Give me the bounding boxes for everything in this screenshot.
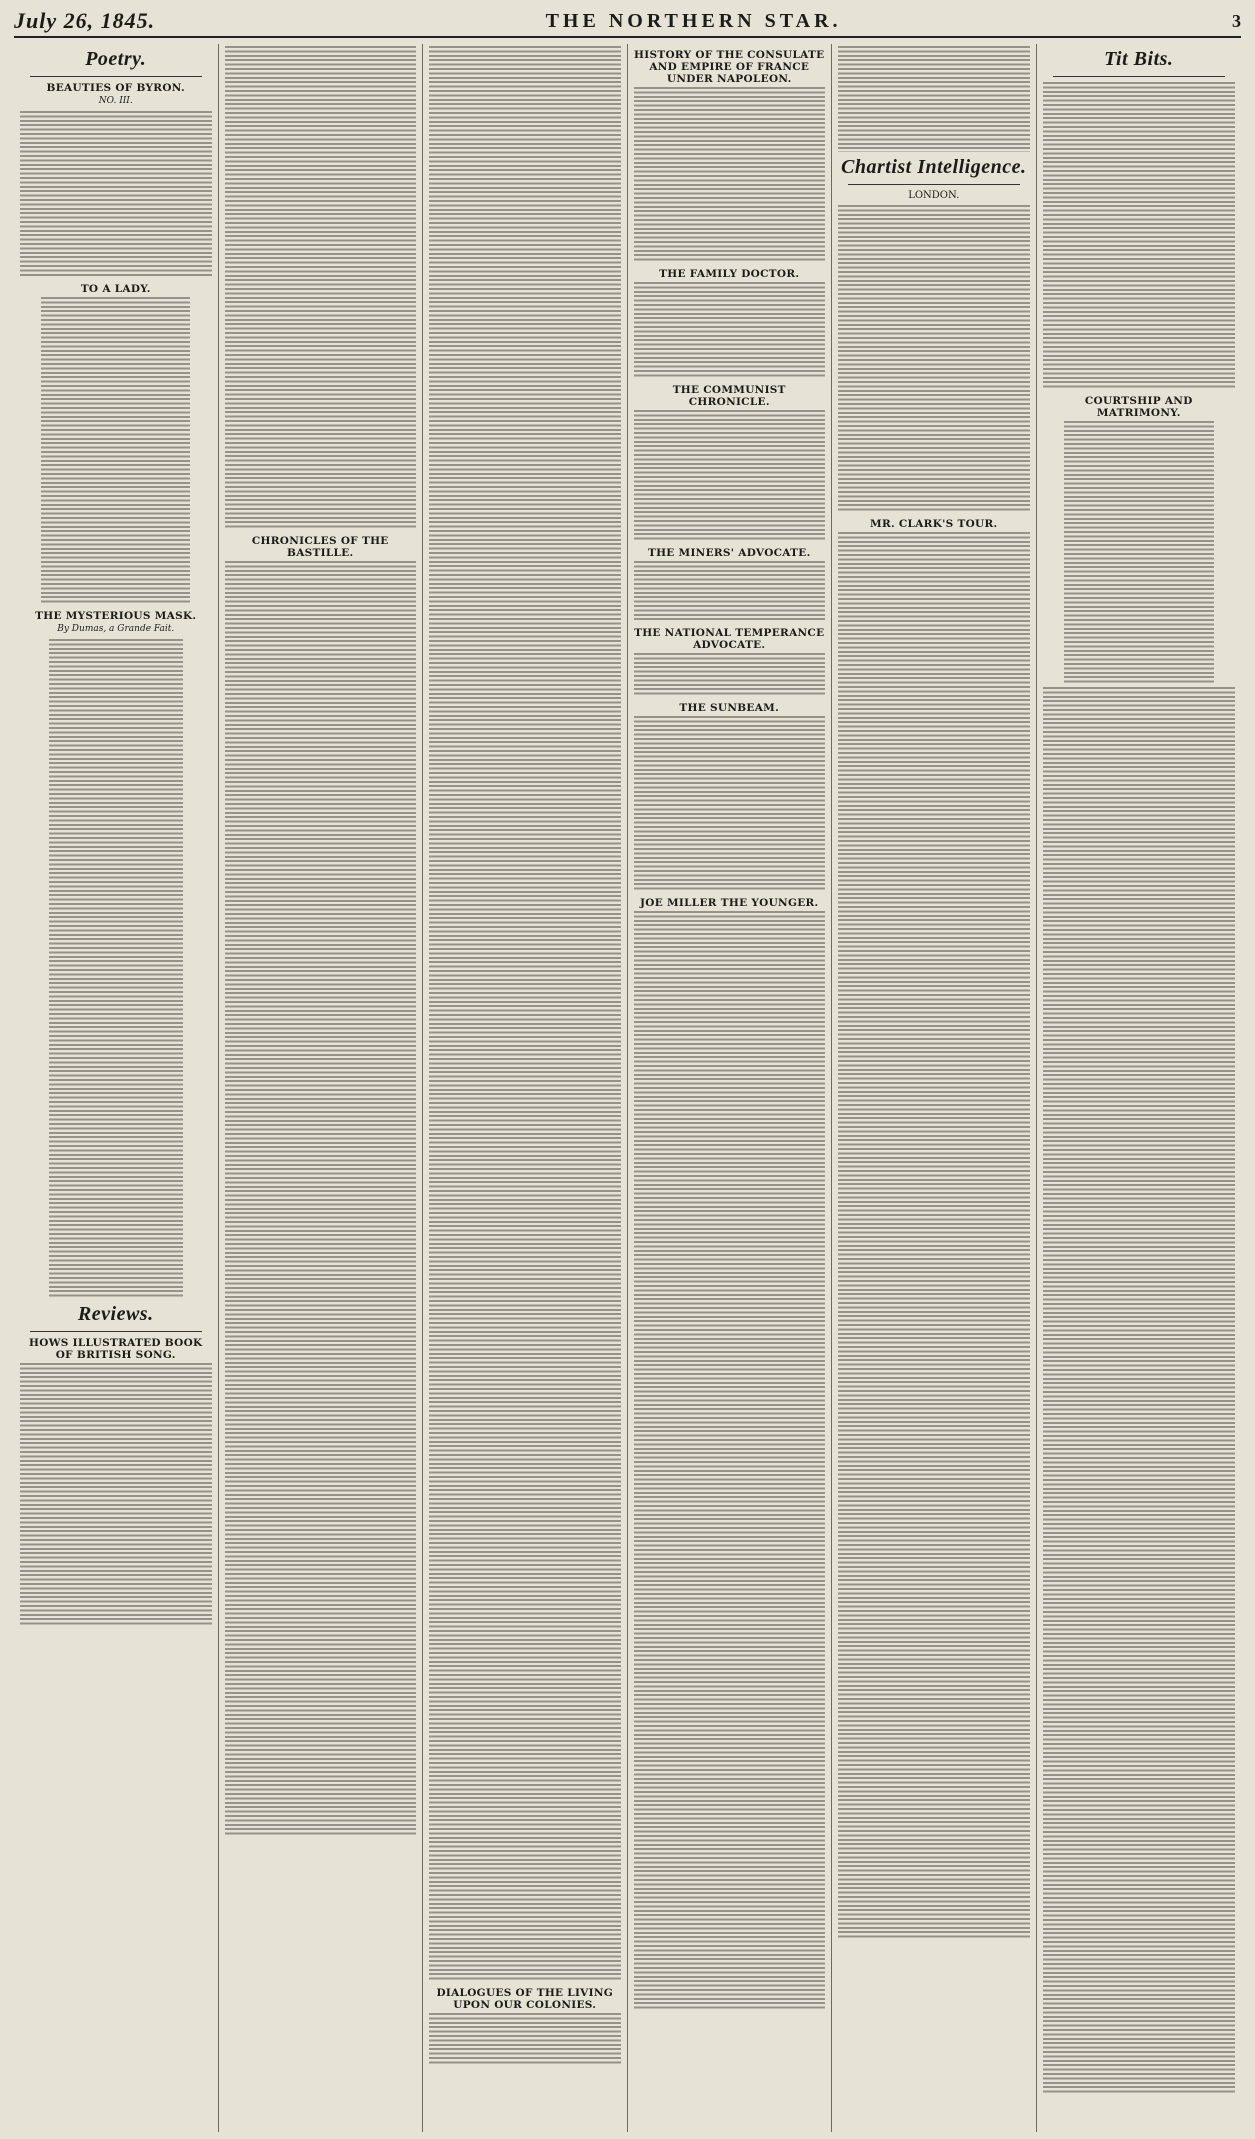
article-body-text bbox=[1043, 687, 1236, 2095]
dateline: LONDON. bbox=[908, 189, 960, 201]
article-title: THE SUNBEAM. bbox=[679, 702, 780, 715]
article-body-text bbox=[634, 653, 826, 697]
article-body-text bbox=[634, 282, 826, 379]
article-body-text bbox=[225, 561, 417, 1837]
article-title: THE FAMILY DOCTOR. bbox=[659, 268, 800, 280]
poem-text bbox=[1064, 421, 1214, 685]
article-title: DIALOGUES OF THE LIVING UPON OUR COLONIES. bbox=[436, 1987, 614, 2011]
article-body-text bbox=[634, 911, 826, 2011]
article-body-text bbox=[634, 410, 826, 542]
article-subtitle: NO. III. bbox=[98, 96, 133, 106]
column-1 bbox=[14, 44, 219, 2132]
article-title: THE NATIONAL TEMPERANCE ADVOCATE. bbox=[634, 627, 825, 652]
article-title: CHRONICLES OF THE BASTILLE. bbox=[251, 535, 389, 559]
article-body-text bbox=[1043, 82, 1236, 390]
article-title: THE COMMUNIST CHRONICLE. bbox=[672, 383, 786, 408]
column-6 bbox=[1037, 44, 1242, 2132]
article-title: MR. CLARK'S TOUR. bbox=[870, 517, 998, 530]
article-title: JOE MILLER THE YOUNGER. bbox=[640, 897, 819, 910]
divider bbox=[30, 1331, 202, 1332]
column-5 bbox=[832, 44, 1037, 2132]
article-body-text bbox=[225, 46, 417, 530]
page-number: 3 bbox=[1232, 10, 1241, 31]
article-body-text bbox=[838, 205, 1030, 513]
section-heading: Reviews. bbox=[77, 1303, 154, 1326]
article-body-text bbox=[634, 716, 826, 892]
article-body-text bbox=[634, 561, 826, 623]
paper-title: THE NORTHERN STAR. bbox=[545, 9, 842, 32]
divider bbox=[1053, 76, 1226, 77]
article-body-text bbox=[429, 46, 621, 1982]
article-body-text bbox=[838, 532, 1030, 1940]
article-title: BEAUTIES OF BYRON. bbox=[46, 82, 185, 94]
article-body-text bbox=[20, 111, 212, 278]
section-heading: Tit Bits. bbox=[1104, 48, 1174, 70]
divider bbox=[848, 184, 1020, 185]
section-heading: Chartist Intelligence. bbox=[841, 155, 1027, 178]
poem-text bbox=[49, 639, 183, 1299]
poem-text bbox=[41, 297, 190, 605]
column-2 bbox=[219, 44, 424, 2132]
masthead bbox=[14, 10, 1241, 38]
article-title: COURTSHIP AND MATRIMONY. bbox=[1084, 395, 1193, 419]
article-title: THE MINERS' ADVOCATE. bbox=[647, 546, 811, 559]
article-body-text bbox=[634, 87, 826, 263]
article-body-text bbox=[20, 1363, 212, 1627]
column-4 bbox=[628, 44, 833, 2132]
divider bbox=[30, 76, 202, 77]
article-subtitle: By Dumas, a Grande Fait. bbox=[57, 624, 175, 635]
columns bbox=[14, 44, 1241, 2132]
article-body-text bbox=[838, 46, 1030, 152]
article-title: HOWS ILLUSTRATED BOOK OF BRITISH SONG. bbox=[29, 1337, 203, 1362]
column-3 bbox=[423, 44, 628, 2132]
article-title: HISTORY OF THE CONSULATE AND EMPIRE OF FRANCE UNDER NAPOLEON. bbox=[634, 49, 825, 85]
section-heading: Poetry. bbox=[85, 48, 147, 70]
article-title: THE MYSTERIOUS MASK. bbox=[35, 610, 197, 623]
issue-date: July 26, 1845. bbox=[14, 8, 156, 33]
article-title: TO A LADY. bbox=[80, 283, 151, 296]
article-body-text bbox=[429, 2013, 621, 2066]
